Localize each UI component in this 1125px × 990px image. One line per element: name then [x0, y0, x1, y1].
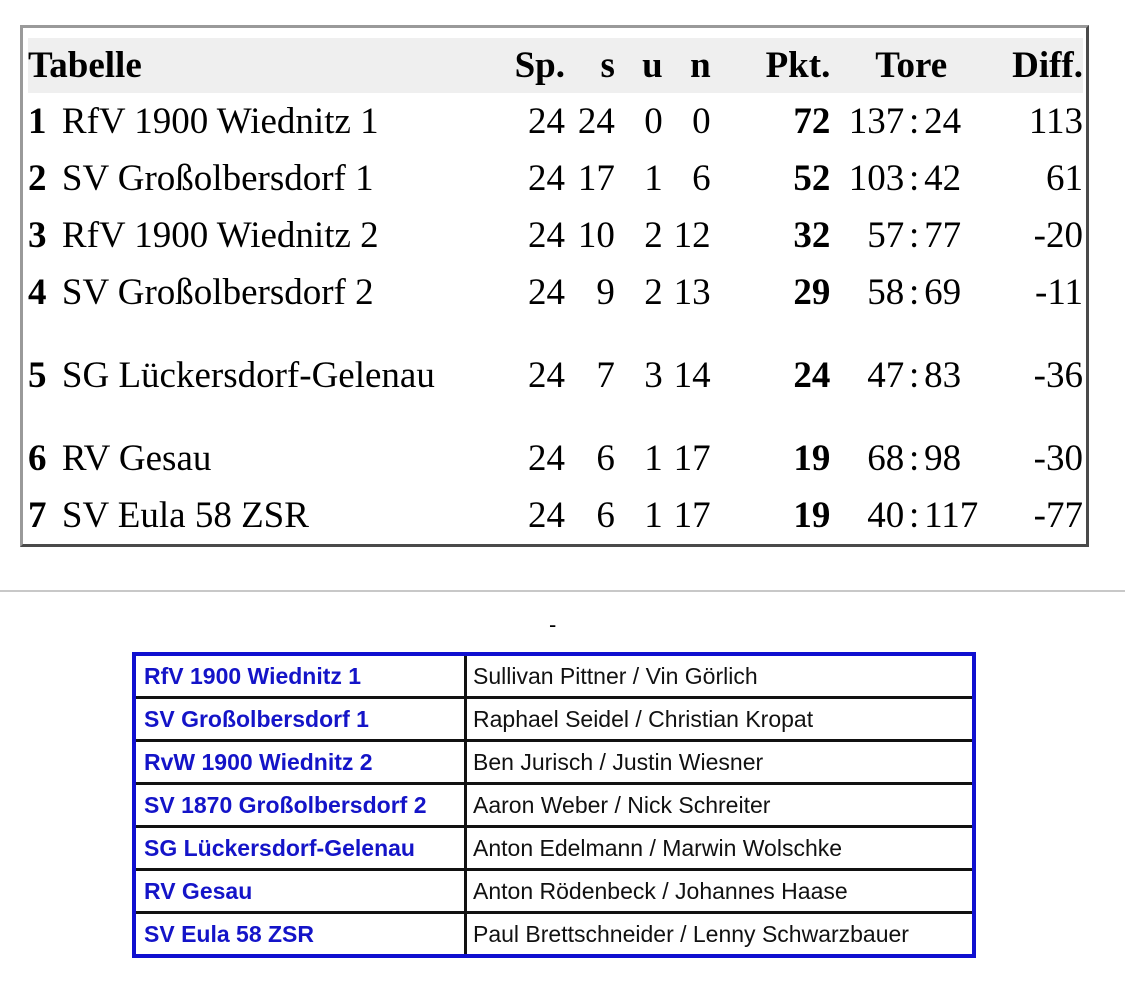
- goals-against: 69: [924, 271, 962, 313]
- rank: 2: [28, 157, 47, 199]
- draws: 1: [644, 437, 663, 479]
- club-name: SV Großolbersdorf 1: [134, 698, 466, 741]
- standings-row: [28, 430, 1083, 487]
- goals-separator: :: [909, 494, 920, 536]
- players-row: [134, 784, 974, 827]
- club-name: SV Eula 58 ZSR: [134, 913, 466, 957]
- goals-against: 42: [924, 157, 962, 199]
- goals-separator: :: [909, 354, 920, 396]
- games-played: 24: [528, 214, 566, 256]
- points: 52: [793, 157, 831, 199]
- goals-separator: :: [909, 437, 920, 479]
- goals-for: 40: [867, 494, 905, 536]
- losses: 6: [692, 157, 711, 199]
- header-niederlagen: n: [690, 44, 711, 86]
- team-name: SV Großolbersdorf 2: [61, 271, 374, 313]
- games-played: 24: [528, 354, 566, 396]
- goal-difference: -20: [1033, 214, 1083, 256]
- goals-separator: :: [909, 157, 920, 199]
- goals-separator: :: [909, 214, 920, 256]
- club-name: SV 1870 Großolbersdorf 2: [134, 784, 466, 827]
- draws: 1: [644, 494, 663, 536]
- draws: 3: [644, 354, 663, 396]
- rank: 5: [28, 354, 47, 396]
- standings-row: [28, 264, 1083, 321]
- players-table: [132, 652, 976, 958]
- players-row: [134, 741, 974, 784]
- goals-against: 117: [924, 494, 979, 536]
- games-played: 24: [528, 437, 566, 479]
- player-names: Ben Jurisch / Justin Wiesner: [466, 741, 975, 784]
- losses: 17: [673, 437, 711, 479]
- team-name: RV Gesau: [61, 437, 212, 479]
- rank: 6: [28, 437, 47, 479]
- rank: 3: [28, 214, 47, 256]
- wins: 17: [577, 157, 615, 199]
- players-row: [134, 913, 974, 957]
- standings-panel: [20, 25, 1089, 547]
- points: 19: [793, 494, 831, 536]
- goals-against: 83: [924, 354, 962, 396]
- players-row: [134, 870, 974, 913]
- players-row: [134, 654, 974, 698]
- games-played: 24: [528, 100, 566, 142]
- goals-against: 77: [924, 214, 962, 256]
- wins: 6: [596, 437, 615, 479]
- draws: 0: [644, 100, 663, 142]
- horizontal-divider: [0, 590, 1125, 592]
- team-name: SV Großolbersdorf 1: [61, 157, 374, 199]
- goal-difference: -30: [1033, 437, 1083, 479]
- team-name: SG Lückersdorf-Gelenau: [61, 354, 435, 396]
- goals-against: 24: [924, 100, 962, 142]
- points: 29: [793, 271, 831, 313]
- draws: 2: [644, 214, 663, 256]
- rank: 1: [28, 100, 47, 142]
- draws: 2: [644, 271, 663, 313]
- team-name: RfV 1900 Wiednitz 1: [61, 100, 379, 142]
- goals-for: 103: [848, 157, 905, 199]
- club-name: RfV 1900 Wiednitz 1: [134, 654, 466, 698]
- points: 24: [793, 354, 831, 396]
- standings-header-row: [28, 38, 1083, 93]
- draws: 1: [644, 157, 663, 199]
- header-punkte: Pkt.: [765, 44, 831, 86]
- goal-difference: -77: [1033, 494, 1083, 536]
- points: 32: [793, 214, 831, 256]
- club-name: RV Gesau: [134, 870, 466, 913]
- wins: 10: [577, 214, 615, 256]
- wins: 24: [577, 100, 615, 142]
- wins: 9: [596, 271, 615, 313]
- goal-difference: 61: [1046, 157, 1083, 199]
- standings-row: [28, 321, 1083, 430]
- header-differenz: Diff.: [1012, 44, 1083, 86]
- players-row: [134, 827, 974, 870]
- players-row: [134, 698, 974, 741]
- losses: 14: [673, 354, 711, 396]
- standings-row: [28, 487, 1083, 544]
- header-tore: Tore: [875, 44, 948, 86]
- player-names: Paul Brettschneider / Lenny Schwarzbauer: [466, 913, 975, 957]
- player-names: Aaron Weber / Nick Schreiter: [466, 784, 975, 827]
- rank: 4: [28, 271, 47, 313]
- goals-separator: :: [909, 271, 920, 313]
- standings-row: [28, 150, 1083, 207]
- wins: 7: [596, 354, 615, 396]
- goal-difference: -11: [1035, 271, 1083, 313]
- games-played: 24: [528, 494, 566, 536]
- games-played: 24: [528, 271, 566, 313]
- points: 72: [793, 100, 831, 142]
- wins: 6: [596, 494, 615, 536]
- losses: 12: [673, 214, 711, 256]
- club-name: RvW 1900 Wiednitz 2: [134, 741, 466, 784]
- rank: 7: [28, 494, 47, 536]
- goal-difference: 113: [1028, 100, 1083, 142]
- games-played: 24: [528, 157, 566, 199]
- losses: 17: [673, 494, 711, 536]
- goals-for: 58: [867, 271, 905, 313]
- header-unentschieden: u: [642, 44, 663, 86]
- standings-row: [28, 93, 1083, 150]
- header-spiele: Sp.: [514, 44, 566, 86]
- dash-separator: -: [549, 612, 557, 637]
- player-names: Anton Rödenbeck / Johannes Haase: [466, 870, 975, 913]
- goals-for: 47: [867, 354, 905, 396]
- losses: 13: [673, 271, 711, 313]
- team-name: SV Eula 58 ZSR: [61, 494, 309, 536]
- club-name: SG Lückersdorf-Gelenau: [134, 827, 466, 870]
- goals-separator: :: [909, 100, 920, 142]
- header-siege: s: [600, 44, 615, 86]
- standings-row: [28, 207, 1083, 264]
- goals-for: 137: [848, 100, 905, 142]
- player-names: Raphael Seidel / Christian Kropat: [466, 698, 975, 741]
- header-tabelle: Tabelle: [28, 44, 142, 86]
- team-name: RfV 1900 Wiednitz 2: [61, 214, 379, 256]
- goals-for: 57: [867, 214, 905, 256]
- points: 19: [793, 437, 831, 479]
- player-names: Sullivan Pittner / Vin Görlich: [473, 662, 758, 689]
- player-names: Anton Edelmann / Marwin Wolschke: [466, 827, 975, 870]
- goal-difference: -36: [1033, 354, 1083, 396]
- goals-against: 98: [924, 437, 962, 479]
- goals-for: 68: [867, 437, 905, 479]
- standings-table: [28, 38, 1083, 544]
- losses: 0: [692, 100, 711, 142]
